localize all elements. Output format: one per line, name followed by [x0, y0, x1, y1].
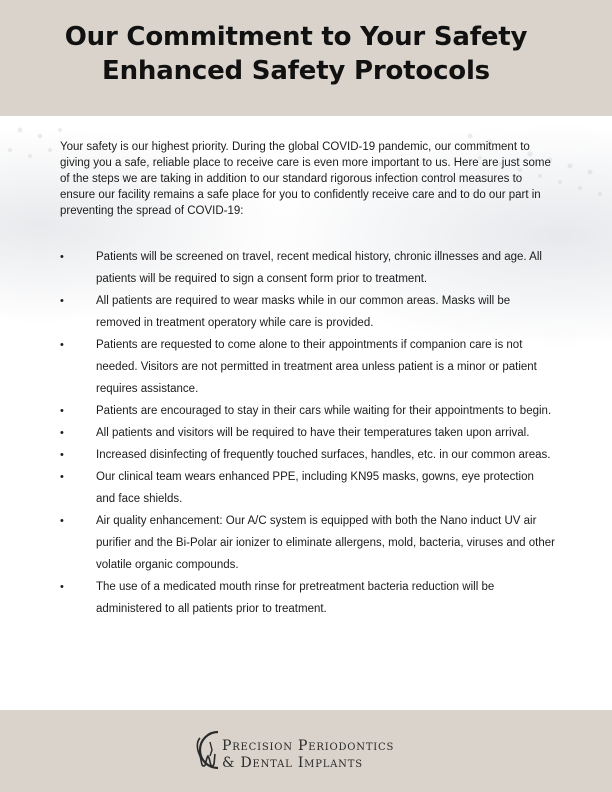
list-item — [60, 466, 556, 510]
list-item — [60, 334, 556, 400]
bullet-icon: • — [60, 581, 64, 593]
list-item-text: All patients and visitors will be required to have their temperatures taken upon arrival. — [96, 427, 530, 439]
list-item — [60, 246, 556, 290]
list-item — [60, 576, 556, 620]
bullet-icon: • — [60, 449, 64, 461]
list-item — [60, 290, 556, 334]
intro-paragraph: Your safety is our highest priority. During the global COVID-19 pandemic, our commitment to giving you a safe, reliable place to receive care is even more important to us. Here are just some of the steps we are taking in addition to our standard rigorous infection control measures to ensure our facility remains a safe place for you to confidently receive care and to do our part in preventing the spread of COVID-19: — [60, 141, 551, 217]
bullet-icon: • — [60, 427, 64, 439]
list-item-text: All patients are required to wear masks while in our common areas. Masks will be removed in treatment operatory while care is provided. — [96, 295, 511, 329]
list-item-text: Patients are encouraged to stay in their cars while waiting for their appointments to begin. — [96, 405, 552, 417]
safety-protocol-list — [60, 246, 556, 620]
title-line-2: Enhanced Safety Protocols — [102, 56, 490, 86]
bullet-icon: • — [60, 339, 64, 351]
list-item-text: The use of a medicated mouth rinse for pretreatment bacteria reduction will be administered to all patients prior to treatment. — [96, 581, 495, 615]
list-item-text: Patients are requested to come alone to their appointments if companion care is not needed. Visitors are not permitted in treatment area unless patient is a minor or patient requires assistance. — [96, 339, 537, 395]
list-item — [60, 444, 556, 466]
logo-line-1: Precision Periodontics — [222, 738, 395, 754]
list-item-text: Our clinical team wears enhanced PPE, including KN95 masks, gowns, eye protection and face shields. — [96, 471, 534, 505]
list-item — [60, 510, 556, 576]
bullet-icon: • — [60, 405, 64, 417]
practice-logo-text — [222, 738, 452, 772]
bullet-icon: • — [60, 295, 64, 307]
bullet-icon: • — [60, 471, 64, 483]
list-item-text: Patients will be screened on travel, recent medical history, chronic illnesses and age. All patients will be required to sign a consent form prior to treatment. — [96, 251, 542, 285]
list-item — [60, 400, 556, 422]
bullet-icon: • — [60, 251, 64, 263]
list-item — [60, 422, 556, 444]
list-item-text: Increased disinfecting of frequently touched surfaces, handles, etc. in our common areas. — [96, 449, 551, 461]
title-line-1: Our Commitment to Your Safety — [64, 22, 528, 52]
logo-line-2: & Dental Implants — [222, 755, 363, 771]
bullet-icon: • — [60, 515, 64, 527]
list-item-text: Air quality enhancement: Our A/C system is equipped with both the Nano induct UV air purifier and the Bi-Polar air ionizer to eliminate allergens, mold, bacteria, viruses and other volatile organic compounds. — [96, 515, 555, 571]
page-title — [0, 20, 592, 88]
